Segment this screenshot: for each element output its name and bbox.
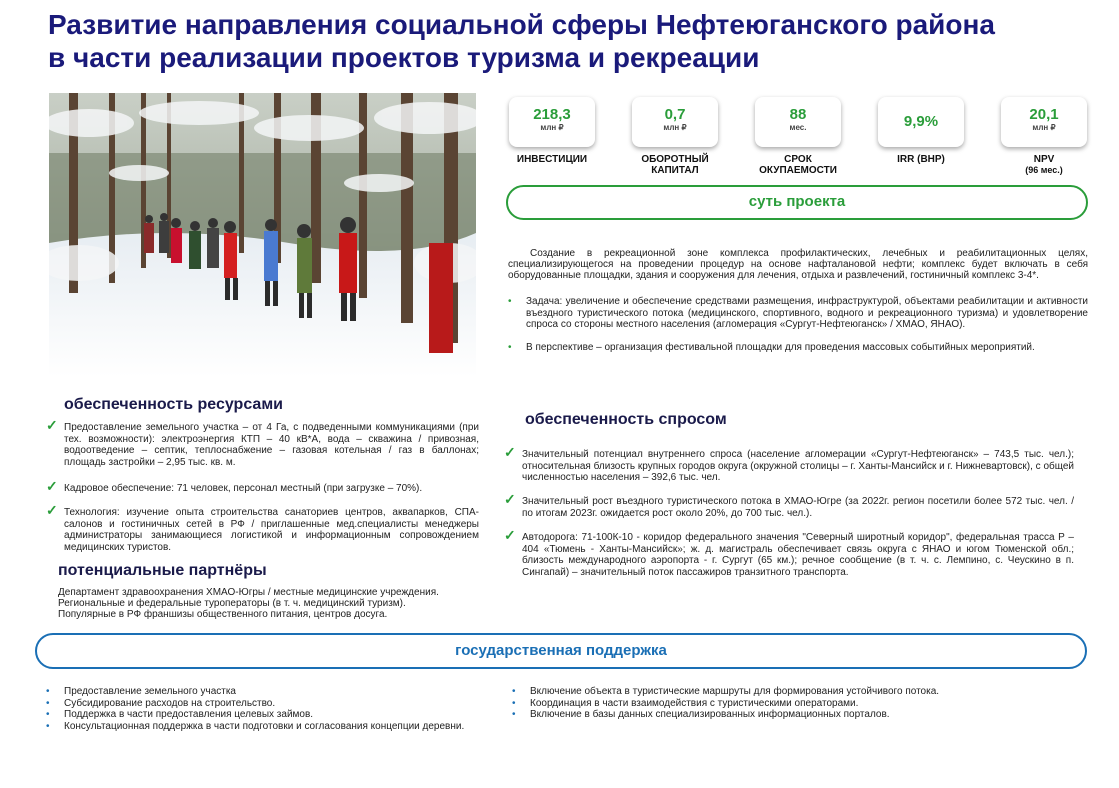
npv-card xyxy=(1001,97,1087,147)
list-item xyxy=(504,444,1074,484)
list-item xyxy=(46,502,479,553)
partner-line: Департамент здравоохранения ХМАО-Югры / местные медицинские учреждения. xyxy=(58,587,439,598)
list-item: • Субсидирование расходов на строительство. xyxy=(46,698,479,710)
irr-value: 9,9% xyxy=(903,113,939,130)
partner-line: Популярные в РФ франшизы общественного питания, центров досуга. xyxy=(58,609,388,620)
demand-heading: обеспеченность спросом xyxy=(525,411,727,428)
resource-item-text: Предоставление земельного участка – от 4 Га, с подведенными коммуникациями (при тех. возможности): электроэнергия КТП – 40 кВ*А, вода – скважина / привозная, водоотведение – септик, теплоснабжение – газовая котельная / газ в баллонах; площадь застройки – 2,95 тыс. кв. м. xyxy=(64,422,479,468)
npv-label xyxy=(984,154,1104,176)
list-item xyxy=(46,417,479,468)
investments-unit: млн ₽ xyxy=(540,123,564,132)
investments-value: 218,3 xyxy=(533,106,571,123)
check-icon: ✓ xyxy=(504,491,516,507)
state-support-heading xyxy=(35,633,1087,669)
check-icon: ✓ xyxy=(46,502,58,518)
list-item: • В перспективе – организация фестивальной площадки для проведения массовых событийных мероприятий. xyxy=(508,342,1088,354)
project-essence-bullets xyxy=(508,296,1088,353)
demand-item-text: Значительный потенциал внутреннего спроса (население агломерации «Сургут-Нефтеюганск» – 743,5 тыс. чел.); относительная близость крупных городов округа (окружной столицы – г. Ханты-Мансийск и г. Нижневартовск), с общей численностью населения – 392,6 тыс. чел. xyxy=(522,449,1074,483)
npv-sub-label: (96 мес.) xyxy=(1025,165,1063,175)
working-capital-value: 0,7 xyxy=(664,106,686,123)
list-item: • Задача: увеличение и обеспечение средствами размещения, инфраструктурой, объектами реабилитации и активности въездного туристического потока (медицинского, спортивного, водного и рекреационного туризма) и удовлетворение спроса со стороны местного населения (агломерация «Сургут-Нефтеюганск» / ХМАО, ЯНАО). xyxy=(508,296,1088,331)
investments-card xyxy=(509,97,595,147)
title-line-2: в части реализации проектов туризма и рекреации xyxy=(48,42,760,73)
state-support-heading-text: государственная поддержка xyxy=(455,642,667,659)
check-icon: ✓ xyxy=(46,417,58,433)
list-item: • Предоставление земельного участка xyxy=(46,686,479,698)
irr-card xyxy=(878,97,964,147)
project-essence-heading xyxy=(506,185,1088,220)
check-icon: ✓ xyxy=(504,444,516,460)
demand-item-text: Автодорога: 71-100К-10 - коридор федерального значения "Северный широтный коридор", федеральная трасса Р – 404 «Тюмень - Ханты-Мансийск»; ж. д. магистраль обеспечивает связь округа с ЯНАО и югом Тюменской обл.; близость международного аэропорта - г. Сургут (65 км.); речное сообщение (в т. ч. с. Лемпино, с. Чеускино в п. Сингапай) – значительный поток пассажиров транзитного транспорта. xyxy=(522,532,1074,578)
partner-line: Региональные и федеральные туроператоры (в т. ч. медицинский туризм). xyxy=(58,598,406,609)
investments-label xyxy=(492,154,612,165)
npv-label-text: NPV xyxy=(1033,154,1055,165)
payback-unit: мес. xyxy=(789,123,807,132)
winter-hikers-photo xyxy=(49,93,476,377)
resource-item-text: Кадровое обеспечение: 71 человек, персонал местный (при загрузке – 70%). xyxy=(64,483,423,494)
irr-label-text: IRR (ВНР) xyxy=(897,154,945,165)
investments-label-text: ИНВЕСТИЦИИ xyxy=(516,154,588,165)
list-item: • Координация в части взаимодействия с туристическими операторами. xyxy=(512,698,1072,710)
irr-label xyxy=(861,154,981,165)
check-icon: ✓ xyxy=(46,478,58,494)
check-icon: ✓ xyxy=(504,527,516,543)
demand-item-text: Значительный рост въездного туристического потока в ХМАО-Югре (за 2022г. регион посетили более 572 тыс. чел. / по итогам 2023г. ожидается рост около 20%, до 700 тыс. чел.). xyxy=(522,496,1074,519)
project-essence-intro: Создание в рекреационной зоне комплекса профилактических, лечебных и реабилитационных целях, специализирующегося на проведении процедур на основе нафталановой нефти; комплекс будет включать в себя оборудованные площадки, здания и сооружения для лечения, отдыха и развлечений, гостиничный комплекс 3-4*. xyxy=(508,248,1088,281)
working-capital-label xyxy=(615,154,735,176)
list-item: • Включение в базы данных специализированных информационных порталов. xyxy=(512,709,1072,721)
list-item xyxy=(46,478,479,495)
list-item xyxy=(504,527,1074,578)
page-title xyxy=(48,8,1078,74)
partners-heading: потенциальные партнёры xyxy=(58,562,267,579)
partners-list xyxy=(58,587,488,620)
support-list-left xyxy=(46,686,479,732)
list-item: • Консультационная поддержка в части подготовки и согласования концепции деревни. xyxy=(46,721,479,733)
payback-label xyxy=(738,154,858,176)
list-item: • Поддержка в части предоставления целевых займов. xyxy=(46,709,479,721)
payback-label-text: СРОК ОКУПАЕМОСТИ xyxy=(759,154,837,176)
working-capital-card xyxy=(632,97,718,147)
npv-unit: млн ₽ xyxy=(1032,123,1056,132)
support-list-right xyxy=(512,686,1072,721)
project-essence-heading-text: суть проекта xyxy=(748,193,846,210)
payback-value: 88 xyxy=(789,106,807,123)
working-capital-unit: млн ₽ xyxy=(663,123,687,132)
list-item: • Включение объекта в туристические маршруты для формирования устойчивого потока. xyxy=(512,686,1072,698)
payback-card xyxy=(755,97,841,147)
resources-heading: обеспеченность ресурсами xyxy=(64,396,283,413)
npv-value: 20,1 xyxy=(1029,106,1059,123)
title-line-1: Развитие направления социальной сферы Нефтеюганского района xyxy=(48,9,995,40)
resource-item-text: Технология: изучение опыта строительства санаториев центров, аквапарков, СПА-салонов и гостиничных сетей в РФ / приглашенные мед.специалисты менеджеры администраторы занимающиеся логистикой и информационным сопровождением медицинских туристов. xyxy=(64,507,479,553)
list-item xyxy=(504,491,1074,519)
working-capital-label-text: ОБОРОТНЫЙ КАПИТАЛ xyxy=(641,154,709,176)
